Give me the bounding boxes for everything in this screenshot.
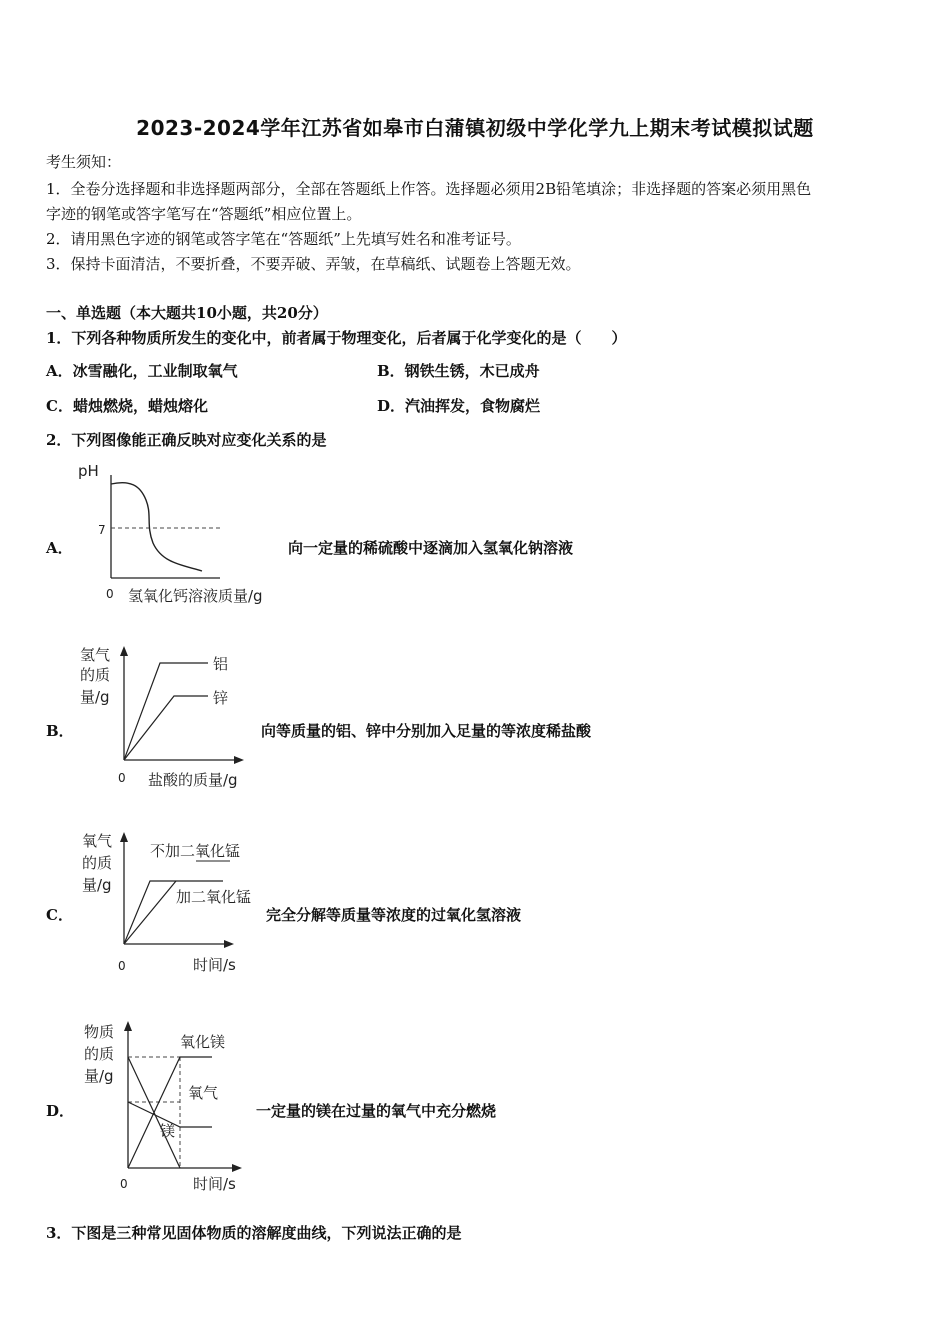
notice-heading: 考生须知： — [46, 153, 122, 171]
notice-item-2: 2．请用黑色字迹的钢笔或答字笔在“答题纸”上先填写姓名和准考证号。 — [46, 230, 521, 248]
graph-c-series-2: 加二氧化锰 — [176, 888, 252, 906]
graph-c-x-label: 时间/s — [193, 956, 236, 974]
graph-d-y-label-1: 物质 — [84, 1023, 115, 1041]
q1-option-b: B．钢铁生锈，木已成舟 — [377, 362, 540, 380]
graph-b-series-1: 铝 — [213, 655, 229, 673]
graph-b-origin: 0 — [118, 771, 126, 785]
graph-d-x-label: 时间/s — [193, 1175, 236, 1193]
q2-option-b-desc: 向等质量的铝、锌中分别加入足量的等浓度稀盐酸 — [261, 722, 592, 740]
graph-a-x-label: 氢氧化钙溶液质量/g — [128, 587, 263, 605]
q1-stem: 1．下列各种物质所发生的变化中，前者属于物理变化，后者属于化学变化的是（ ） — [46, 329, 627, 347]
q2-option-b-letter: B． — [46, 722, 74, 740]
graph-a-y-mark: 7 — [98, 523, 106, 537]
q2-option-d-desc: 一定量的镁在过量的氧气中充分燃烧 — [256, 1102, 497, 1120]
q2-graph-b — [76, 640, 276, 794]
graph-d-origin: 0 — [120, 1177, 128, 1191]
graph-d-y-label-3: 量/g — [84, 1067, 114, 1085]
notice-item-1b: 字迹的钢笔或答字笔写在“答题纸”相应位置上。 — [46, 205, 362, 223]
exam-title: 2023-2024学年江苏省如皋市白蒲镇初级中学化学九上期末考试模拟试题 — [136, 116, 814, 140]
q1-option-a: A．冰雪融化，工业制取氧气 — [46, 362, 238, 380]
q2-stem: 2．下列图像能正确反映对应变化关系的是 — [46, 431, 327, 449]
q2-option-d-letter: D． — [46, 1102, 75, 1120]
graph-a-origin: 0 — [106, 587, 114, 601]
graph-c-y-label-1: 氧气 — [82, 832, 113, 850]
graph-c-y-label-2: 的质 — [82, 854, 113, 872]
notice-item-1a: 1．全卷分选择题和非选择题两部分，全部在答题纸上作答。选择题必须用2B铅笔填涂；非选择题的答案必须用黑色 — [46, 180, 812, 198]
graph-b-y-label-3: 量/g — [80, 688, 110, 706]
graph-b-x-label: 盐酸的质量/g — [148, 771, 238, 789]
q1-option-c: C．蜡烛燃烧，蜡烛熔化 — [46, 397, 208, 415]
notice-item-3: 3．保持卡面清洁，不要折叠，不要弄破、弄皱，在草稿纸、试题卷上答题无效。 — [46, 255, 581, 273]
q2-graph-c — [78, 826, 278, 980]
graph-d-y-label-2: 的质 — [84, 1045, 115, 1063]
q2-graph-a — [70, 455, 290, 609]
graph-b-y-label-2: 的质 — [80, 666, 111, 684]
graph-d-series-3: 镁 — [160, 1122, 176, 1140]
graph-d-series-1: 氧化镁 — [180, 1033, 226, 1051]
q2-option-c-desc: 完全分解等质量等浓度的过氧化氢溶液 — [266, 906, 522, 924]
q2-option-c-letter: C． — [46, 906, 73, 924]
q2-option-a-letter: A． — [46, 539, 73, 557]
graph-b-series-2: 锌 — [213, 689, 229, 707]
q2-option-a-desc: 向一定量的稀硫酸中逐滴加入氢氧化钠溶液 — [288, 539, 574, 557]
graph-d-series-2: 氧气 — [188, 1084, 219, 1102]
graph-c-origin: 0 — [118, 959, 126, 973]
q1-option-d: D．汽油挥发，食物腐烂 — [377, 397, 541, 415]
graph-c-series-1: 不加二氧化锰 — [150, 842, 241, 860]
graph-a-y-label: pH — [78, 462, 99, 480]
section-heading: 一、单选题（本大题共10小题，共20分） — [46, 304, 328, 322]
q2-graph-d — [80, 1015, 280, 1199]
q3-stem: 3．下图是三种常见固体物质的溶解度曲线，下列说法正确的是 — [46, 1224, 462, 1242]
graph-c-y-label-3: 量/g — [82, 876, 112, 894]
graph-b-y-label-1: 氢气 — [80, 646, 111, 664]
